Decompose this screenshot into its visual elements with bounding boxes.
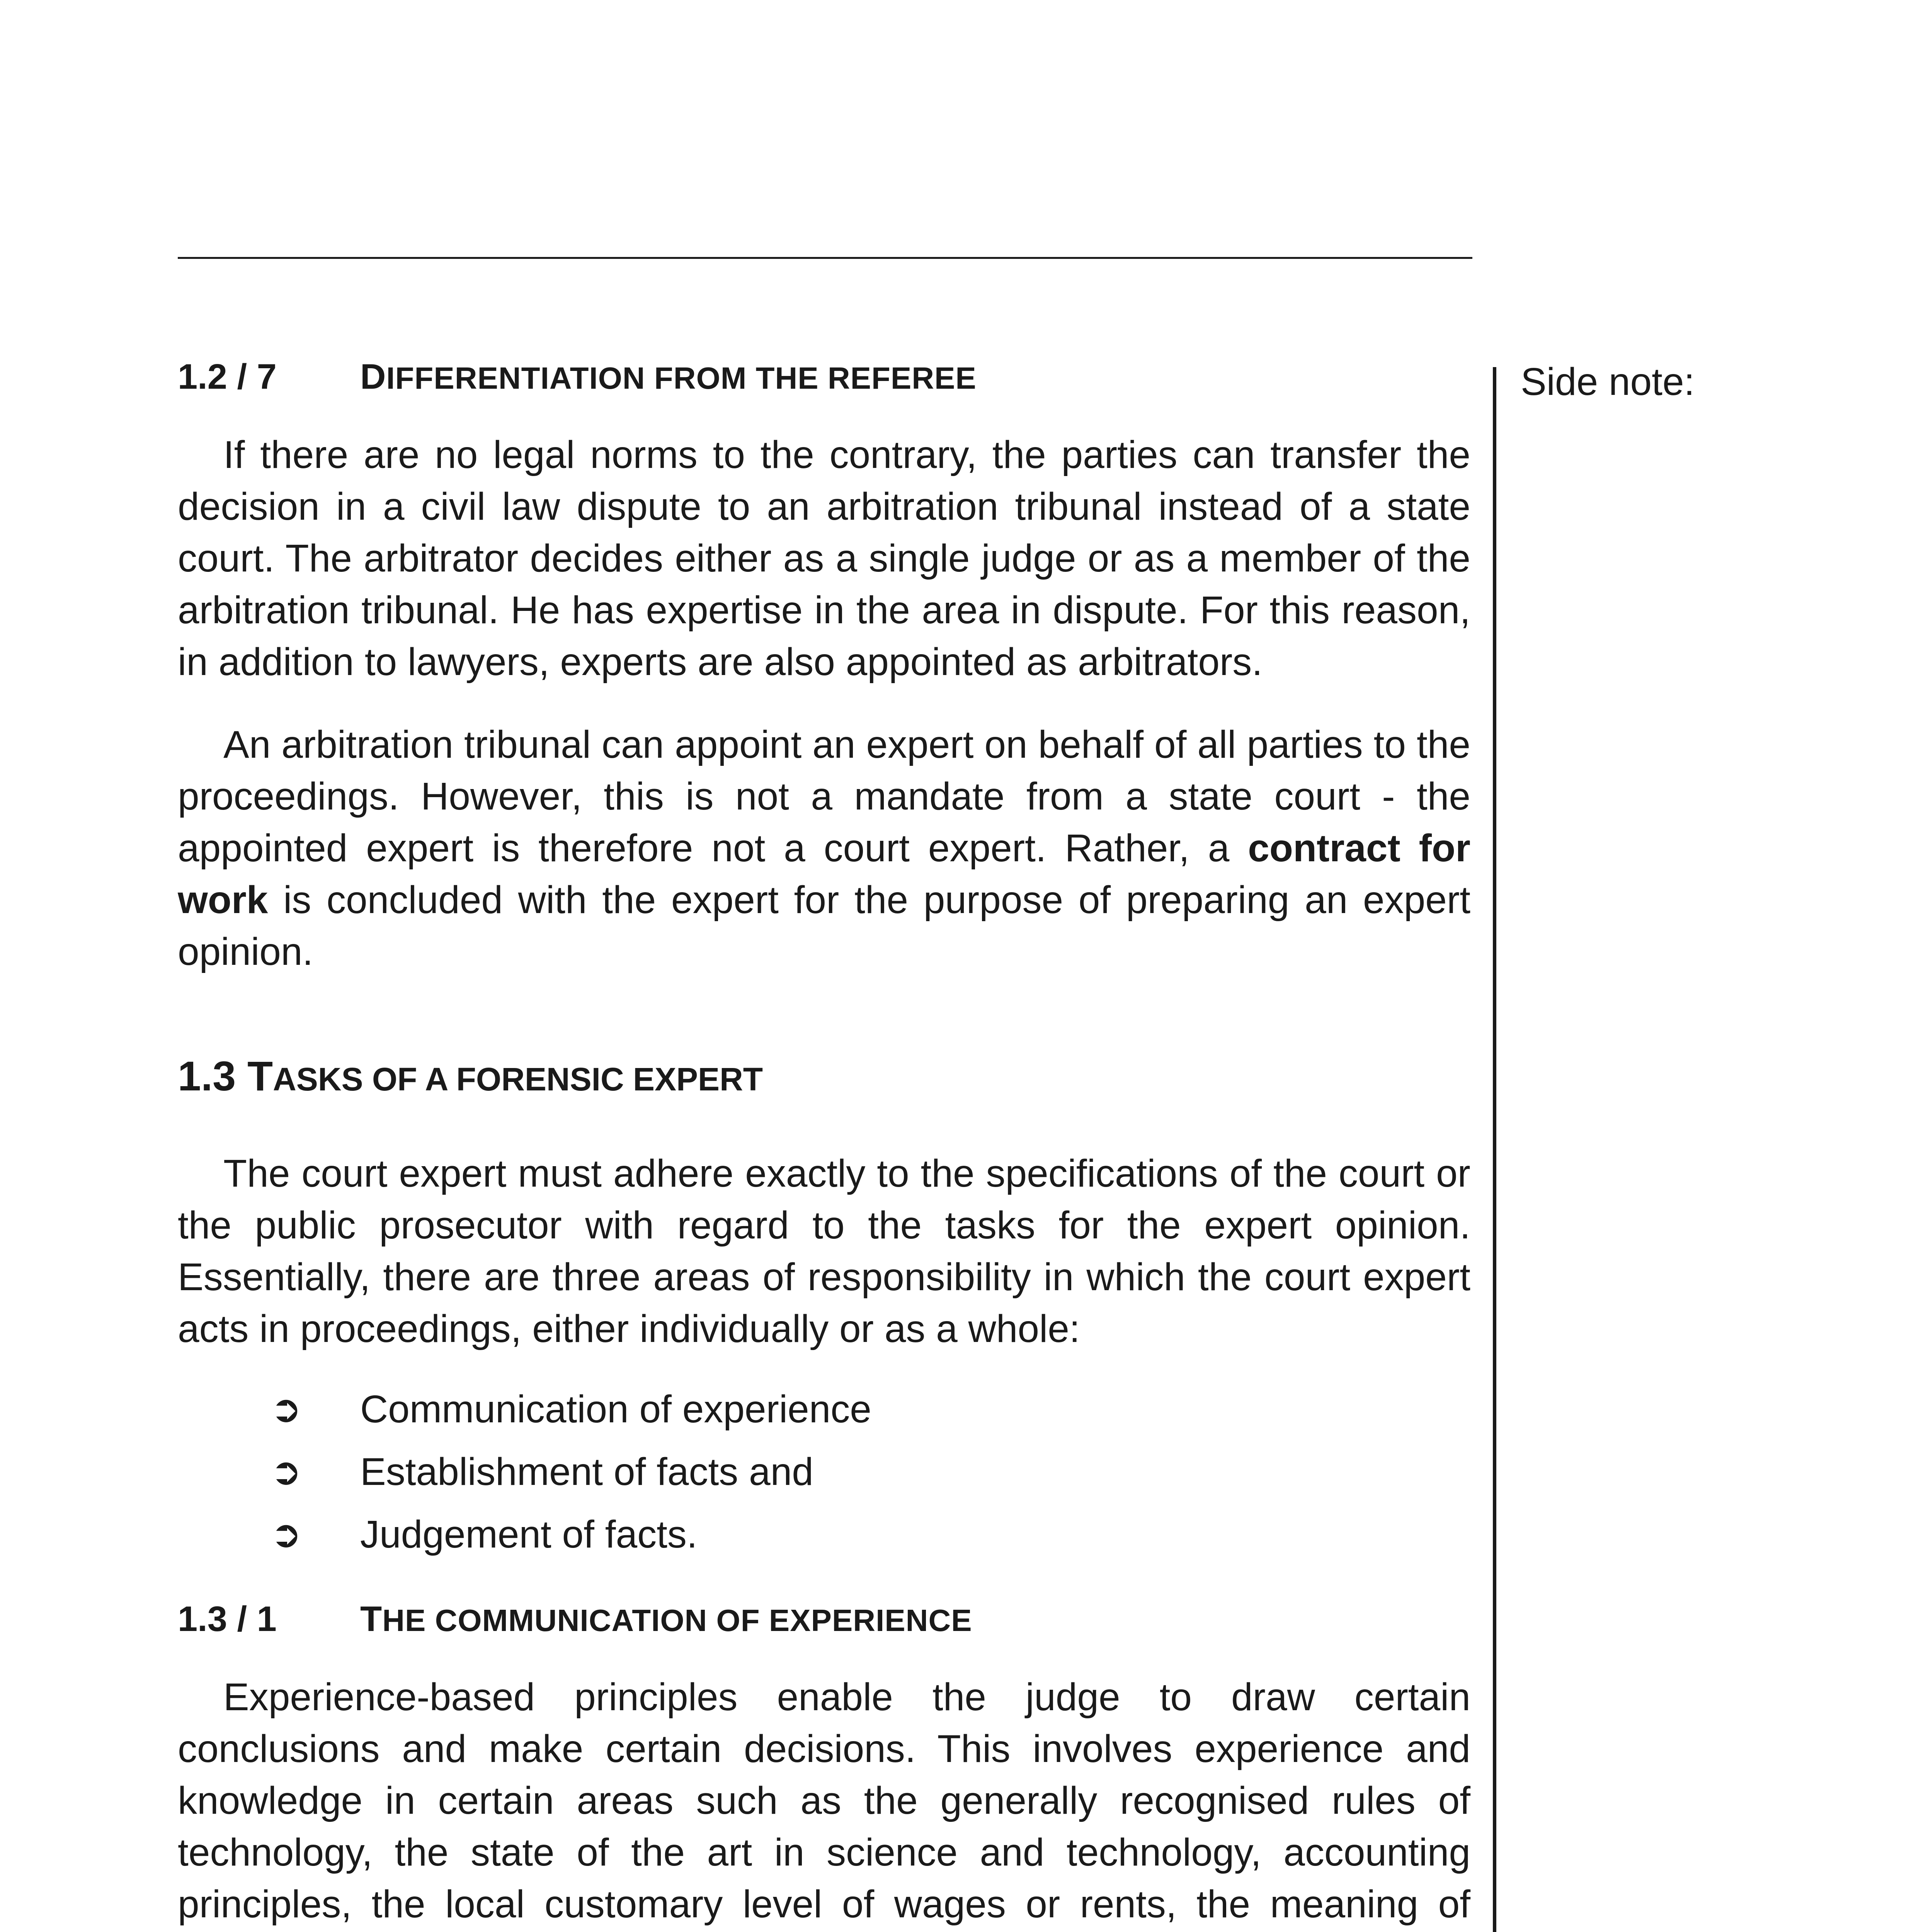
section-title: DIFFERENTIATION FROM THE REFEREE (360, 357, 977, 396)
paragraph-contract-for-work: An arbitration tribunal can appoint an expert on behalf of all parties to the proceedings. However, this is not a mandate from a state court - the appointed expert is therefore not a court expert. Rather, a contract for work is concluded with the expert for the purpose of preparing an expert opinion. (178, 723, 1470, 973)
arrow-bullet-icon: ➲ (271, 1388, 302, 1430)
paragraph-arbitration: If there are no legal norms to the contrary, the parties can transfer the decision in a civil law dispute to an arbitration tribunal instead of a state court. The arbitrator decides either as a single judge or as a member of the arbitration tribunal. He has expertise in the area in dispute. For this reason, in addition to lawyers, experts are also appointed as arbitrators. (178, 433, 1470, 684)
section-number: 1.3 / 1 (178, 1599, 277, 1639)
bold-term: contract for work (178, 827, 1470, 922)
arrow-bullet-icon: ➲ (271, 1514, 302, 1555)
list-item: ➲ Establishment of facts and (178, 1446, 1470, 1509)
list-item: ➲ Communication of experience (178, 1383, 1470, 1446)
paragraph-tasks: The court expert must adhere exactly to the specifications of the court or the public prosecutor with regard to the tasks for the expert opinion. Essentially, there are three areas of responsibility in which the court expert acts in proceedings, either individually or as a whole: (178, 1152, 1470, 1350)
side-note-label: Side note: (1521, 360, 1695, 403)
margin-rule (1493, 367, 1496, 1932)
header-rule (178, 257, 1472, 259)
section-title: THE COMMUNICATION OF EXPERIENCE (360, 1599, 972, 1639)
arrow-bullet-icon: ➲ (271, 1451, 302, 1492)
section-number: 1.3 (178, 1053, 248, 1099)
responsibility-list (178, 1383, 1470, 1571)
heading-1-3: 1.3 TASKS OF A FORENSIC EXPERT (178, 1053, 763, 1099)
paragraph-experience: Experience-based principles enable the judge to draw certain conclusions and make certain decisions. This involves experience and knowledge in certain areas such as the generally recognised rules of technology, the state of the art in science and technology, accounting principles, the local customary level of wages or rents, the meaning of (178, 1675, 1470, 1926)
section-number: 1.2 / 7 (178, 357, 277, 396)
list-item: ➲ Judgement of facts. (178, 1509, 1470, 1571)
